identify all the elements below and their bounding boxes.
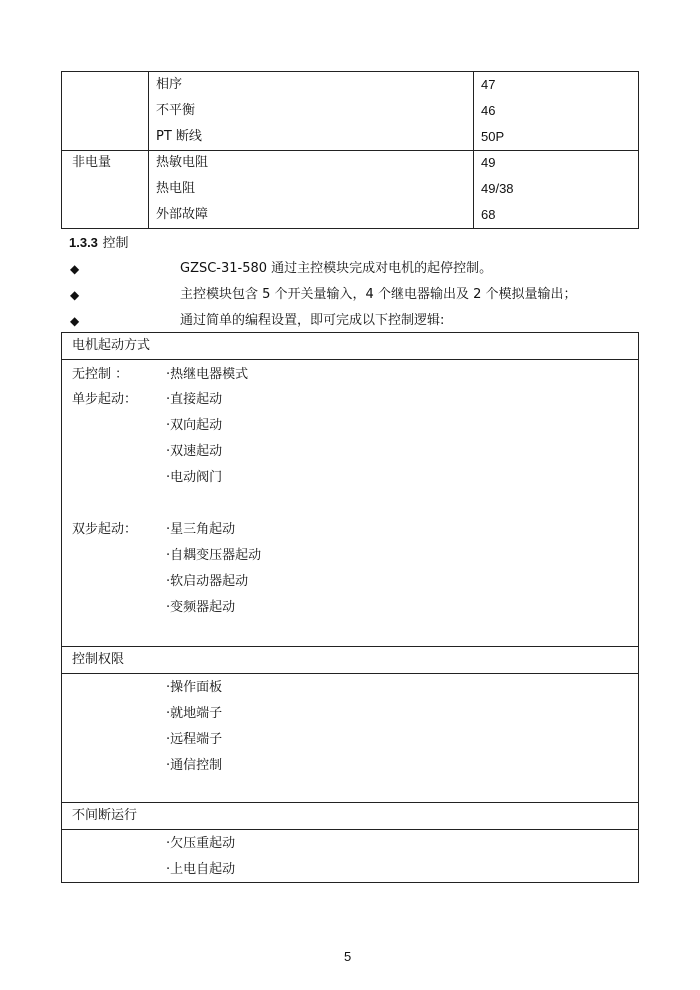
list-item: ·热继电器模式 bbox=[166, 367, 249, 382]
ansi-code: 49/38 bbox=[481, 181, 514, 196]
category-cell: 非电量 bbox=[72, 155, 112, 170]
list-item: ·双向起动 bbox=[166, 418, 223, 433]
ansi-code: 68 bbox=[481, 207, 496, 222]
table-header: 控制权限 bbox=[72, 652, 125, 667]
group-label: 双步起动： bbox=[72, 522, 138, 537]
list-item: ·上电自起动 bbox=[166, 862, 236, 877]
protection-item: 相序 bbox=[156, 77, 183, 92]
protection-item: 热敏电阻 bbox=[156, 155, 209, 170]
list-item: ·变频器起动 bbox=[166, 600, 236, 615]
list-item: ·操作面板 bbox=[166, 680, 223, 695]
list-item: ·软启动器起动 bbox=[166, 574, 249, 589]
list-item: ·欠压重起动 bbox=[166, 836, 236, 851]
list-item: ·远程端子 bbox=[166, 732, 223, 747]
list-item: ·双速起动 bbox=[166, 444, 223, 459]
protection-item: 不平衡 bbox=[156, 103, 196, 118]
ansi-code: 46 bbox=[481, 103, 496, 118]
section-title: 控制 bbox=[102, 236, 129, 251]
section-number: 1.3.3 bbox=[69, 235, 98, 250]
page-number: 5 bbox=[344, 949, 352, 964]
section-heading bbox=[69, 235, 128, 252]
list-item: ·星三角起动 bbox=[166, 522, 236, 537]
list-item: ·自耦变压器起动 bbox=[166, 548, 262, 563]
ansi-code: 50P bbox=[481, 129, 505, 144]
diamond-bullet-icon: ◆ bbox=[70, 262, 80, 276]
protection-item: 热电阻 bbox=[156, 181, 196, 196]
list-item: ·直接起动 bbox=[166, 392, 223, 407]
diamond-bullet-icon: ◆ bbox=[70, 288, 80, 302]
list-item: ·通信控制 bbox=[166, 758, 223, 773]
bullet-text: 通过简单的编程设置，即可完成以下控制逻辑: bbox=[180, 313, 445, 328]
ansi-code: 49 bbox=[481, 155, 496, 170]
group-label: 单步起动： bbox=[72, 392, 138, 407]
group-label: 无控制 ： bbox=[72, 367, 129, 382]
diamond-bullet-icon: ◆ bbox=[70, 314, 80, 328]
ansi-code: 47 bbox=[481, 77, 496, 92]
table-header: 电机起动方式 bbox=[72, 338, 151, 353]
list-item: ·电动阀门 bbox=[166, 470, 223, 485]
table-header: 不间断运行 bbox=[72, 808, 138, 823]
protection-item: 外部故障 bbox=[156, 207, 209, 222]
list-item: ·就地端子 bbox=[166, 706, 223, 721]
protection-item: PT 断线 bbox=[156, 129, 202, 144]
bullet-text: GZSC-31-580 通过主控模块完成对电机的起停控制。 bbox=[180, 261, 493, 276]
bullet-text: 主控模块包含 5 个开关量输入，4 个继电器输出及 2 个模拟量输出； bbox=[180, 287, 577, 302]
